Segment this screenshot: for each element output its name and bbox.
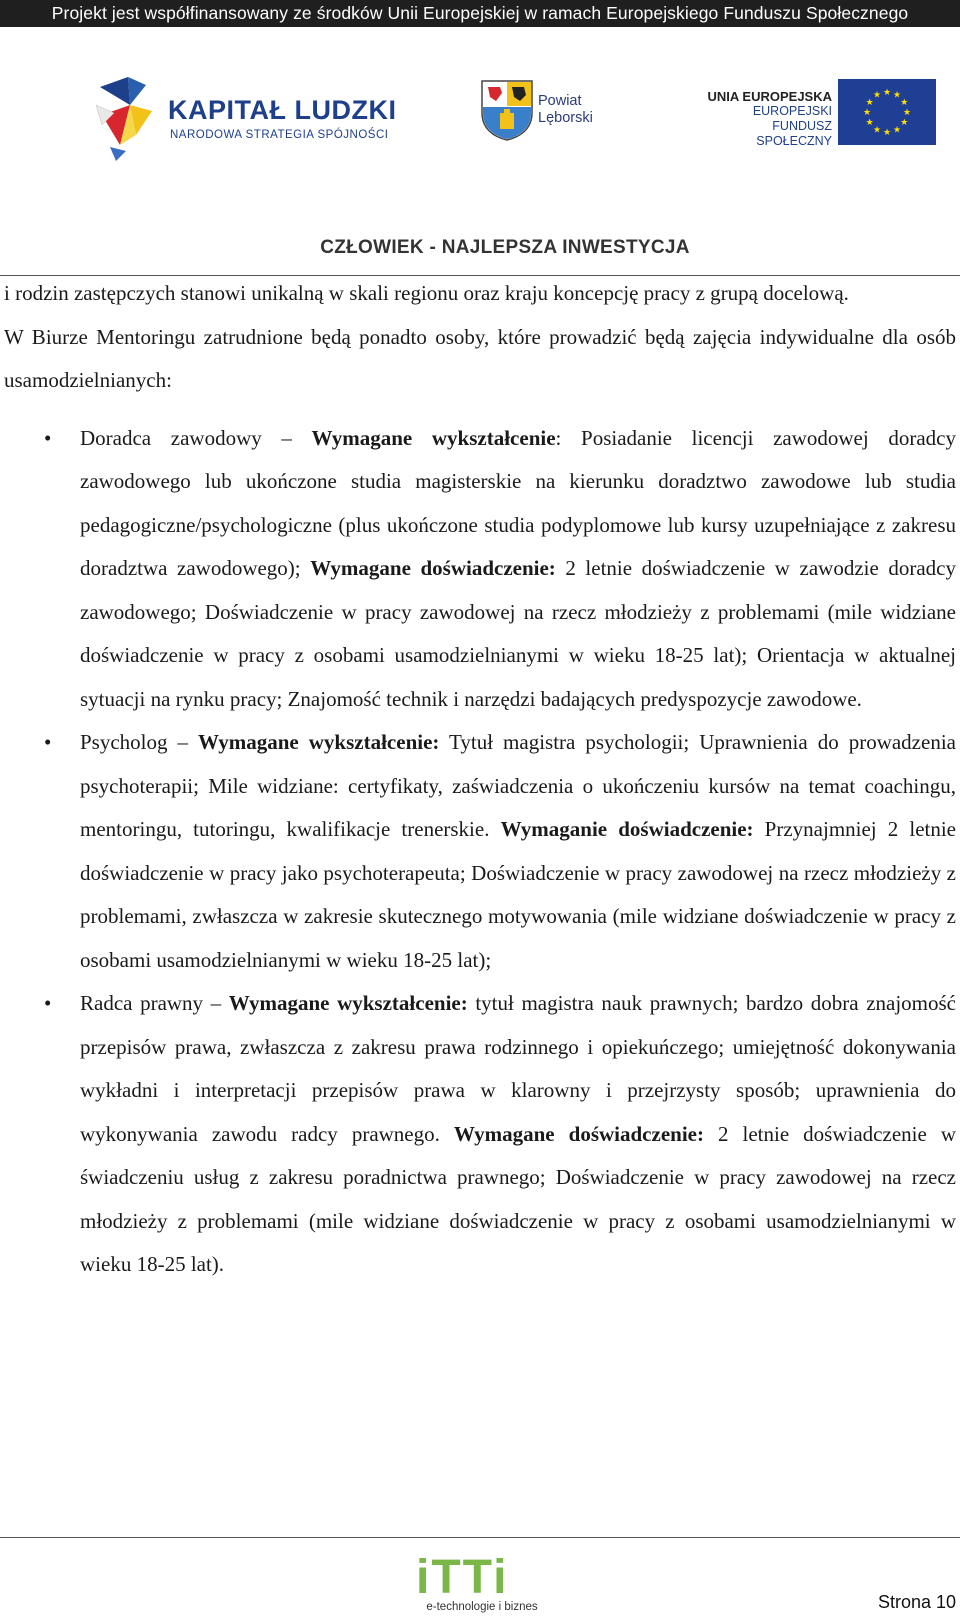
- powiat-name: [538, 93, 593, 127]
- bullet-icon: •: [44, 425, 52, 450]
- list-item-radca: [4, 982, 956, 1287]
- document-body: [4, 272, 956, 1287]
- kapital-ludzki-star-icon: [90, 65, 170, 165]
- powiat-line-2: Lęborski: [538, 110, 593, 126]
- education-label: Wymagane wykształcenie:: [228, 991, 468, 1015]
- experience-label: Wymagane doświadczenie:: [453, 1121, 704, 1146]
- eu-star-icon: ★: [865, 117, 874, 127]
- eu-line-2: EUROPEJSKI: [752, 104, 832, 118]
- experience-text: 2 letnie doświadczenie w świadczeniu usług z zakresu poradnictwa prawnego; Doświadczenie w pracy zawodowej na rzecz młodzieży z problemami (mile widziane doświadczenie w pracy z osobami usamodzielnianymi w wieku 18-25 lat).: [80, 1121, 956, 1276]
- eu-line-3: FUNDUSZ SPOŁECZNY: [756, 119, 832, 148]
- list-item-psycholog: [4, 721, 956, 982]
- role-name: Doradca zawodowy –: [80, 425, 312, 450]
- paragraph-1: i rodzin zastępczych stanowi unikalną w skali regionu oraz kraju koncepcję pracy z grupą docelową.: [4, 281, 849, 305]
- education-text: tytuł magistra nauk prawnych; bardzo dobra znajomość przepisów prawa, zwłaszcza z zakresu prawa rodzinnego i opiekuńczego; umiejętność dokonywania wykładni i interpretacji przepisów prawa w klarowny i przejrzysty sposób; uprawnienia do wykonywania zawodu radcy prawnego.: [80, 991, 956, 1146]
- role-name: Radca prawny –: [80, 991, 229, 1015]
- tagline: CZŁOWIEK - NAJLEPSZA INWESTYCJA: [320, 237, 690, 258]
- eu-star-icon: ★: [900, 97, 909, 107]
- education-text: Tytuł magistra psychologii; Uprawnienia do prowadzenia psychoterapii; Mile widziane: certyfikaty, zaświadczenia o ukończeniu kursów na temat coachingu, mentoringu, tutoringu, kwalifikacje trenerskie.: [80, 730, 956, 841]
- itti-logo: [412, 1553, 552, 1618]
- bullet-icon: •: [44, 991, 52, 1015]
- itti-tagline: e-technologie i biznes: [426, 1601, 538, 1613]
- bullet-icon: •: [44, 730, 52, 754]
- kapital-ludzki-logo: [90, 65, 397, 165]
- role-name: Psycholog –: [80, 730, 199, 754]
- paragraph-2: W Biurze Mentoringu zatrudnione będą ponadto osoby, które prowadzić będą zajęcia indywidualne dla osób usamodzielnianych:: [4, 324, 956, 392]
- eu-logo: [700, 79, 940, 159]
- eu-star-icon: ★: [902, 107, 912, 117]
- eu-star-icon: ★: [865, 97, 874, 107]
- powiat-line-1: Powiat: [538, 93, 582, 109]
- eu-star-icon: ★: [882, 127, 892, 137]
- education-label: Wymagane wykształcenie: [311, 425, 556, 450]
- kapital-ludzki-title: KAPITAŁ LUDZKI: [168, 95, 397, 125]
- page-number: Strona 10: [877, 1592, 956, 1612]
- cofinancing-banner: Projekt jest współfinansowany ze środków Unii Europejskiej w ramach Europejskiego Funduszu Społecznego: [0, 0, 960, 27]
- experience-text: 2 letnie doświadczenie w zawodzie doradcy zawodowego; Doświadczenie w pracy zawodowej na rzecz młodzieży z problemami (mile widziane doświadczenie w pracy z osobami usamodzielnianymi w wieku 18-25 lat); Orientacja w aktualnej sytuacji na rynku pracy; Znajomość technik i narzędzi badających predyspozycje zawodowe.: [80, 556, 956, 711]
- eu-star-icon: ★: [862, 107, 872, 117]
- powiat-leborski-logo: [480, 79, 610, 169]
- experience-label: Wymaganie doświadczenie:: [500, 817, 754, 841]
- powiat-coat-of-arms-icon: [480, 79, 534, 141]
- eu-star-icon: ★: [882, 87, 892, 97]
- experience-label: Wymagane doświadczenie:: [310, 556, 556, 580]
- kapital-ludzki-subtitle: NARODOWA STRATEGIA SPÓJNOŚCI: [170, 129, 389, 141]
- eu-star-icon: ★: [872, 89, 882, 100]
- eu-star-icon: ★: [892, 89, 902, 100]
- eu-star-icon: ★: [872, 124, 882, 135]
- role-list: [4, 417, 956, 1287]
- experience-text: Przynajmniej 2 letnie doświadczenie w pracy jako psychoterapeuta; Doświadczenie w pracy zawodowej na rzecz młodzieży z problemami, zwłaszcza w zakresie skutecznego motywowania (mile widziane doświadczenie w pracy z osobami usamodzielnianymi w wieku 18-25 lat);: [80, 817, 957, 972]
- eu-flag-icon: [838, 79, 936, 145]
- education-label: Wymagane wykształcenie:: [198, 730, 440, 754]
- eu-line-1: UNIA EUROPEJSKA: [707, 89, 832, 104]
- itti-wordmark: iTTi: [416, 1551, 509, 1604]
- logos-row: [0, 27, 960, 258]
- footer-divider: [0, 1537, 960, 1538]
- eu-text: [700, 89, 832, 149]
- eu-star-icon: ★: [892, 124, 902, 135]
- education-text: : Posiadanie licencji zawodowej doradcy zawodowego lub ukończone studia magisterskie na kierunku doradztwo zawodowe lub studia pedagogiczne/psychologiczne (plus ukończone studia podyplomowe lub kursy uzupełniające z zakresu doradztwa zawodowego);: [80, 425, 956, 580]
- eu-star-icon: ★: [900, 117, 909, 127]
- list-item-doradca: [4, 417, 956, 722]
